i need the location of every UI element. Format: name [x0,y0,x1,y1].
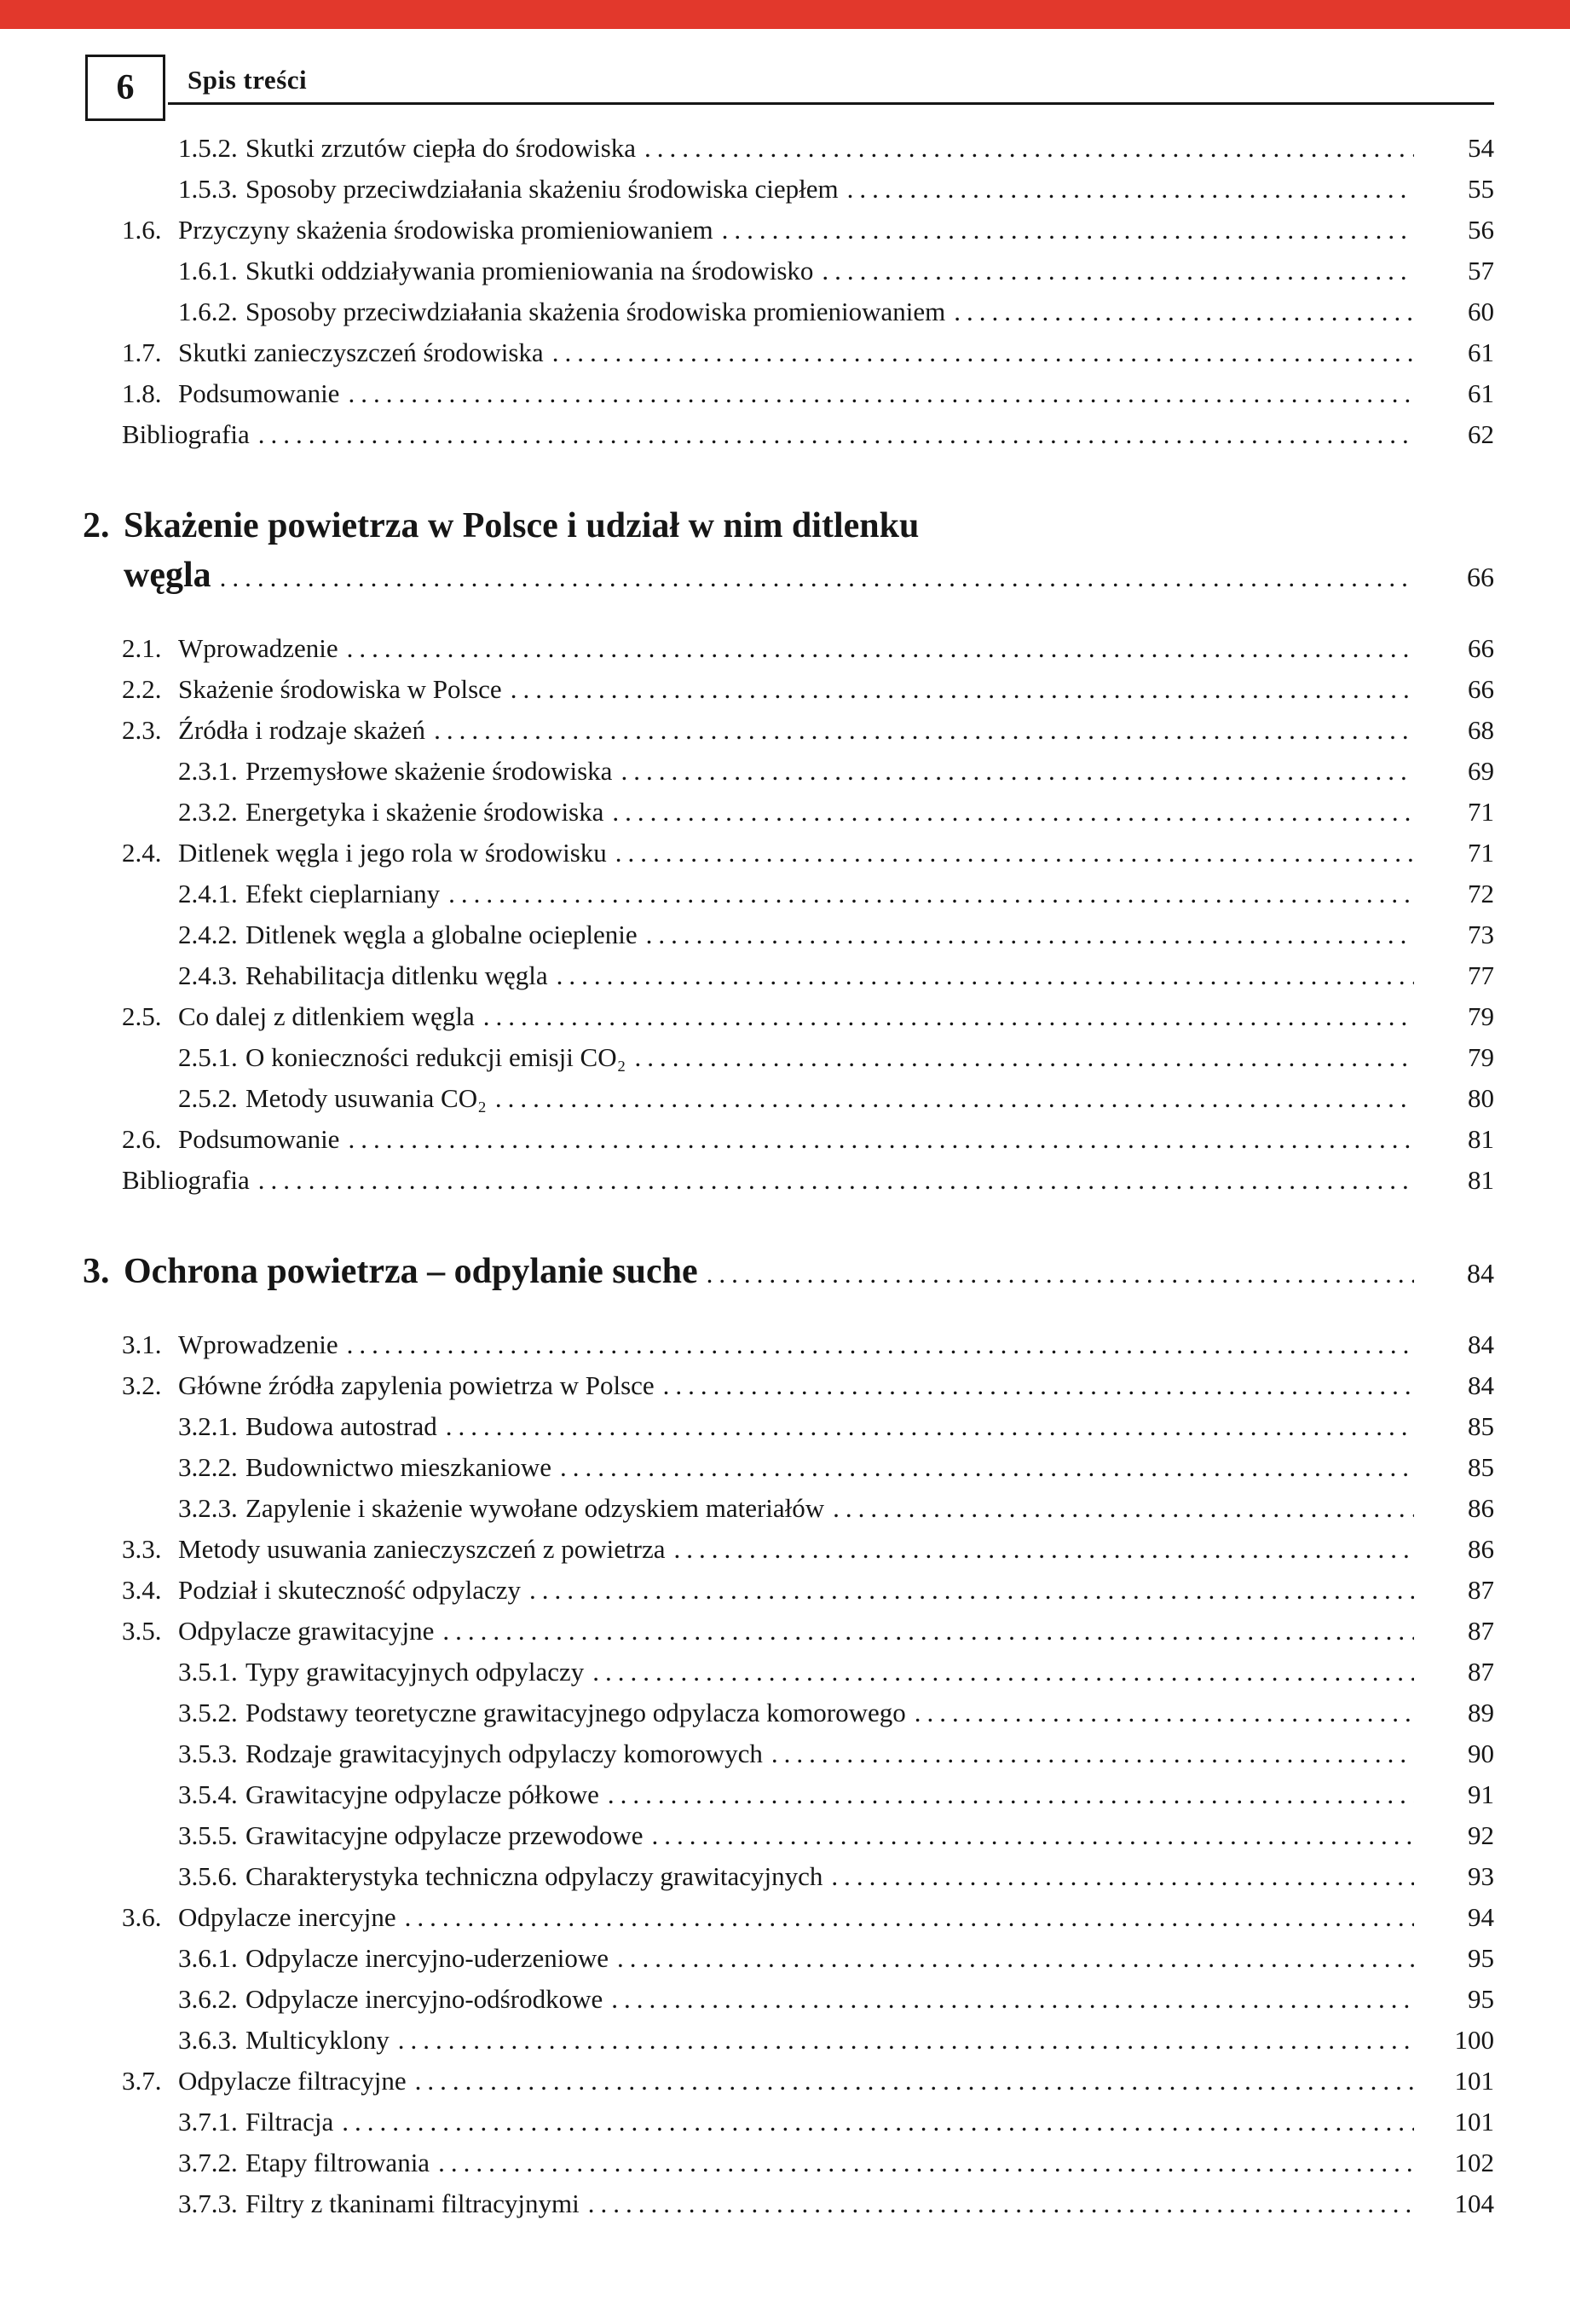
entry-title: Grawitacyjne odpylacze przewodowe [245,1820,644,1850]
entry-title: Sposoby przeciwdziałania skażeniu środowiska ciepłem [245,174,839,204]
dot-leader [342,2102,1414,2142]
entry-number: 3.2.1. [178,1411,238,1441]
chapter-page-number: 84 [1467,1258,1494,1289]
toc-row [83,1119,1494,1160]
toc-row [83,2020,1494,2061]
entry-title: Rehabilitacja ditlenku węgla [245,960,548,990]
chapter-heading [83,1247,1494,1299]
dot-leader [592,1652,1414,1693]
entry-number: 2.5. [122,1001,162,1031]
toc-row [83,251,1494,291]
toc-row [83,1529,1494,1570]
dot-leader [258,1160,1414,1201]
toc-row [83,128,1494,169]
entry-number: 3.5.6. [178,1861,238,1891]
entry-page-number: 100 [1454,2025,1494,2055]
entry-page-number: 73 [1468,920,1494,949]
entry-title: Podsumowanie [178,378,340,408]
dot-leader [915,1693,1414,1733]
entry-number: 2.4.3. [178,960,238,990]
entry-number: 3.2. [122,1370,162,1400]
toc-row [83,710,1494,751]
chapter-title: Ochrona powietrza – odpylanie suche [124,1252,698,1291]
dot-leader [405,1897,1414,1938]
dot-leader [511,669,1414,710]
entry-page-number: 87 [1468,1657,1494,1687]
toc-row [83,874,1494,914]
toc-list [83,128,1494,2224]
entry-page-number: 60 [1468,297,1494,326]
dot-leader [438,2142,1414,2183]
entry-number: 3.6.2. [178,1984,238,2014]
toc-row [83,2061,1494,2102]
top-red-bar [0,0,1570,29]
entry-page-number: 77 [1468,960,1494,990]
entry-number: 3.7. [122,2066,162,2096]
toc-row [83,914,1494,955]
entry-page-number: 62 [1468,419,1494,449]
entry-number: 2.3. [122,715,162,745]
entry-page-number: 95 [1468,1943,1494,1973]
header-rule [168,102,1494,105]
toc-row [83,1078,1494,1119]
entry-page-number: 57 [1468,256,1494,285]
toc-row [83,833,1494,874]
entry-page-number: 86 [1468,1493,1494,1523]
dot-leader [348,373,1414,414]
entry-title: Wprowadzenie [178,1329,338,1359]
dot-leader [612,792,1414,833]
entry-number: 3.7.3. [178,2188,238,2218]
toc-row [83,628,1494,669]
dot-leader [663,1365,1414,1406]
toc-row [83,1570,1494,1611]
entry-page-number: 79 [1468,1001,1494,1031]
entry-title: Źródła i rodzaje skażeń [178,715,426,745]
toc-row [83,291,1494,332]
dot-leader [347,628,1414,669]
entry-title: Zapylenie i skażenie wywołane odzyskiem materiałów [245,1493,825,1523]
entry-page-number: 101 [1454,2107,1494,2137]
entry-number: 1.6. [122,215,162,245]
dot-leader [348,1119,1414,1160]
toc-row [83,1979,1494,2020]
dot-leader [847,169,1414,210]
entry-title: Odpylacze inercyjno-odśrodkowe [245,1984,603,2014]
toc-row [83,1938,1494,1979]
dot-leader [652,1815,1415,1856]
entry-number: 1.5.3. [178,174,238,204]
entry-page-number: 72 [1468,879,1494,908]
dot-leader [448,874,1414,914]
entry-title: Skażenie środowiska w Polsce [178,674,502,704]
entry-page-number: 89 [1468,1698,1494,1727]
entry-title: Ditlenek węgla a globalne ocieplenie [245,920,638,949]
dot-leader [557,955,1414,996]
entry-page-number: 92 [1468,1820,1494,1850]
entry-title: Charakterystyka techniczna odpylaczy grawitacyjnych [245,1861,823,1891]
entry-number: 3.5.5. [178,1820,238,1850]
page-number-box [85,55,165,121]
entry-page-number: 68 [1468,715,1494,745]
entry-page-number: 66 [1468,633,1494,663]
chapter-number: 2. [83,506,110,545]
dot-leader [771,1733,1414,1774]
dot-leader [611,1979,1414,2020]
entry-title: Odpylacze inercyjne [178,1902,396,1932]
entry-page-number: 95 [1468,1984,1494,2014]
toc-row [83,210,1494,251]
dot-leader [620,751,1414,792]
entry-title: Grawitacyjne odpylacze półkowe [245,1779,599,1809]
entry-title: Budownictwo mieszkaniowe [245,1452,552,1482]
toc-row [83,1406,1494,1447]
chapter-number: 3. [83,1252,110,1291]
dot-leader [442,1611,1414,1652]
toc-row [83,751,1494,792]
entry-number: 2.2. [122,674,162,704]
toc-row [83,1160,1494,1201]
entry-number: 3.4. [122,1575,162,1605]
entry-page-number: 102 [1454,2148,1494,2177]
dot-leader [552,332,1414,373]
entry-title: Co dalej z ditlenkiem węgla [178,1001,475,1031]
entry-page-number: 79 [1468,1042,1494,1072]
entry-number: 1.6.2. [178,297,238,326]
entry-page-number: 55 [1468,174,1494,204]
entry-title: Ditlenek węgla i jego rola w środowisku [178,838,607,868]
entry-number: 2.3.2. [178,797,238,827]
entry-title: Główne źródła zapylenia powietrza w Polsce [178,1370,655,1400]
toc-row [83,996,1494,1037]
toc-row [83,169,1494,210]
entry-title: Odpylacze grawitacyjne [178,1616,435,1646]
dot-leader [434,710,1414,751]
entry-number: 1.8. [122,378,162,408]
entry-title: Podstawy teoretyczne grawitacyjnego odpylacza komorowego [245,1698,906,1727]
entry-title: Odpylacze inercyjno-uderzeniowe [245,1943,609,1973]
entry-title: Filtry z tkaninami filtracyjnymi [245,2188,580,2218]
entry-number: 3.6.1. [178,1943,238,1973]
dot-leader [674,1529,1414,1570]
entry-title: Etapy filtrowania [245,2148,430,2177]
toc-row [83,1611,1494,1652]
entry-number: 3.6. [122,1902,162,1932]
entry-title: Przemysłowe skażenie środowiska [245,756,613,786]
entry-title: Rodzaje grawitacyjnych odpylaczy komorowych [245,1739,763,1768]
entry-number: 2.6. [122,1124,162,1154]
page-header-title: Spis treści [188,65,308,95]
entry-page-number: 81 [1468,1165,1494,1195]
chapter-title: Skażenie powietrza w Polsce i udział w nim ditlenku [124,506,920,545]
dot-leader [615,833,1414,874]
entry-title: Filtracja [245,2107,334,2137]
toc-row [83,1488,1494,1529]
toc-row [83,1324,1494,1365]
entry-page-number: 84 [1468,1370,1494,1400]
entry-title: Podział i skuteczność odpylaczy [178,1575,522,1605]
dot-leader [644,128,1414,169]
dot-leader [398,2020,1414,2061]
entry-title: Wprowadzenie [178,633,338,663]
toc-row [83,2183,1494,2224]
chapter-heading-line [83,551,1494,603]
entry-title: Przyczyny skażenia środowiska promieniowaniem [178,215,713,245]
entry-number: 2.1. [122,633,162,663]
entry-page-number: 71 [1468,797,1494,827]
chapter-heading-line [83,1247,1494,1299]
dot-leader [483,996,1414,1037]
toc-row [83,1652,1494,1693]
entry-title: Bibliografia [122,419,250,449]
toc-row [83,414,1494,455]
dot-leader [258,414,1414,455]
entry-page-number: 81 [1468,1124,1494,1154]
entry-title: Skutki zrzutów ciepła do środowiska [245,133,637,163]
entry-title: Sposoby przeciwdziałania skażenia środowiska promieniowaniem [245,297,946,326]
entry-number: 3.2.3. [178,1493,238,1523]
entry-page-number: 87 [1468,1575,1494,1605]
entry-title: Skutki oddziaływania promieniowania na środowisko [245,256,814,285]
entry-title: Metody usuwania CO₂ [245,1083,487,1113]
entry-page-number: 85 [1468,1411,1494,1441]
entry-page-number: 71 [1468,838,1494,868]
entry-title: Efekt cieplarniany [245,879,441,908]
entry-page-number: 61 [1468,337,1494,367]
dot-leader [415,2061,1414,2102]
dot-leader [822,251,1414,291]
entry-page-number: 90 [1468,1739,1494,1768]
chapter-heading-line [83,501,1494,551]
toc-row [83,1037,1494,1078]
entry-number: 2.4. [122,838,162,868]
toc-row [83,1897,1494,1938]
toc-row [83,1815,1494,1856]
toc-row [83,955,1494,996]
dot-leader [529,1570,1414,1611]
entry-page-number: 84 [1468,1329,1494,1359]
entry-page-number: 91 [1468,1779,1494,1809]
entry-page-number: 80 [1468,1083,1494,1113]
entry-page-number: 87 [1468,1616,1494,1646]
dot-leader [954,291,1414,332]
entry-number: 3.6.3. [178,2025,238,2055]
dot-leader [707,1249,1414,1299]
dot-leader [347,1324,1414,1365]
entry-number: 3.5. [122,1616,162,1646]
chapter-heading [83,501,1494,603]
entry-number: 3.1. [122,1329,162,1359]
dot-leader [833,1488,1414,1529]
dot-leader [831,1856,1414,1897]
entry-page-number: 69 [1468,756,1494,786]
entry-title: Skutki zanieczyszczeń środowiska [178,337,544,367]
toc-row [83,1856,1494,1897]
entry-number: 3.3. [122,1534,162,1564]
entry-page-number: 101 [1454,2066,1494,2096]
entry-page-number: 85 [1468,1452,1494,1482]
entry-number: 3.5.4. [178,1779,238,1809]
entry-title: Energetyka i skażenie środowiska [245,797,604,827]
entry-page-number: 56 [1468,215,1494,245]
dot-leader [722,210,1414,251]
entry-page-number: 54 [1468,133,1494,163]
entry-page-number: 61 [1468,378,1494,408]
entry-number: 2.5.2. [178,1083,238,1113]
entry-number: 1.5.2. [178,133,238,163]
entry-number: 3.7.1. [178,2107,238,2137]
toc-row [83,1447,1494,1488]
toc-row [83,373,1494,414]
chapter-title: węgla [124,556,211,595]
dot-leader [446,1406,1414,1447]
entry-number: 3.5.3. [178,1739,238,1768]
dot-leader [495,1078,1414,1119]
toc-row [83,332,1494,373]
dot-leader [617,1938,1414,1979]
entry-title: Odpylacze filtracyjne [178,2066,407,2096]
entry-title: Typy grawitacyjnych odpylaczy [245,1657,585,1687]
dot-leader [220,553,1414,603]
toc-row [83,1774,1494,1815]
entry-page-number: 86 [1468,1534,1494,1564]
entry-number: 3.7.2. [178,2148,238,2177]
entry-page-number: 104 [1454,2188,1494,2218]
entry-number: 1.7. [122,337,162,367]
entry-title: Budowa autostrad [245,1411,437,1441]
dot-leader [608,1774,1414,1815]
entry-number: 1.6.1. [178,256,238,285]
toc-row [83,1365,1494,1406]
toc-row [83,2142,1494,2183]
toc-row [83,1693,1494,1733]
toc-row [83,669,1494,710]
entry-number: 3.5.2. [178,1698,238,1727]
toc-row [83,792,1494,833]
entry-page-number: 94 [1468,1902,1494,1932]
dot-leader [588,2183,1414,2224]
entry-number: 2.4.2. [178,920,238,949]
entry-number: 2.3.1. [178,756,238,786]
entry-title: Metody usuwania zanieczyszczeń z powietrza [178,1534,666,1564]
entry-title: Multicyklony [245,2025,390,2055]
entry-number: 3.2.2. [178,1452,238,1482]
entry-title: Podsumowanie [178,1124,340,1154]
toc-row [83,2102,1494,2142]
chapter-page-number: 66 [1467,562,1494,592]
toc-row [83,1733,1494,1774]
entry-title: Bibliografia [122,1165,250,1195]
entry-title: O konieczności redukcji emisji CO₂ [245,1042,626,1072]
dot-leader [560,1447,1414,1488]
entry-number: 3.5.1. [178,1657,238,1687]
entry-number: 2.5.1. [178,1042,238,1072]
page-number: 6 [116,68,135,107]
entry-page-number: 93 [1468,1861,1494,1891]
entry-page-number: 66 [1468,674,1494,704]
dot-leader [634,1037,1414,1078]
entry-number: 2.4.1. [178,879,238,908]
dot-leader [646,914,1414,955]
